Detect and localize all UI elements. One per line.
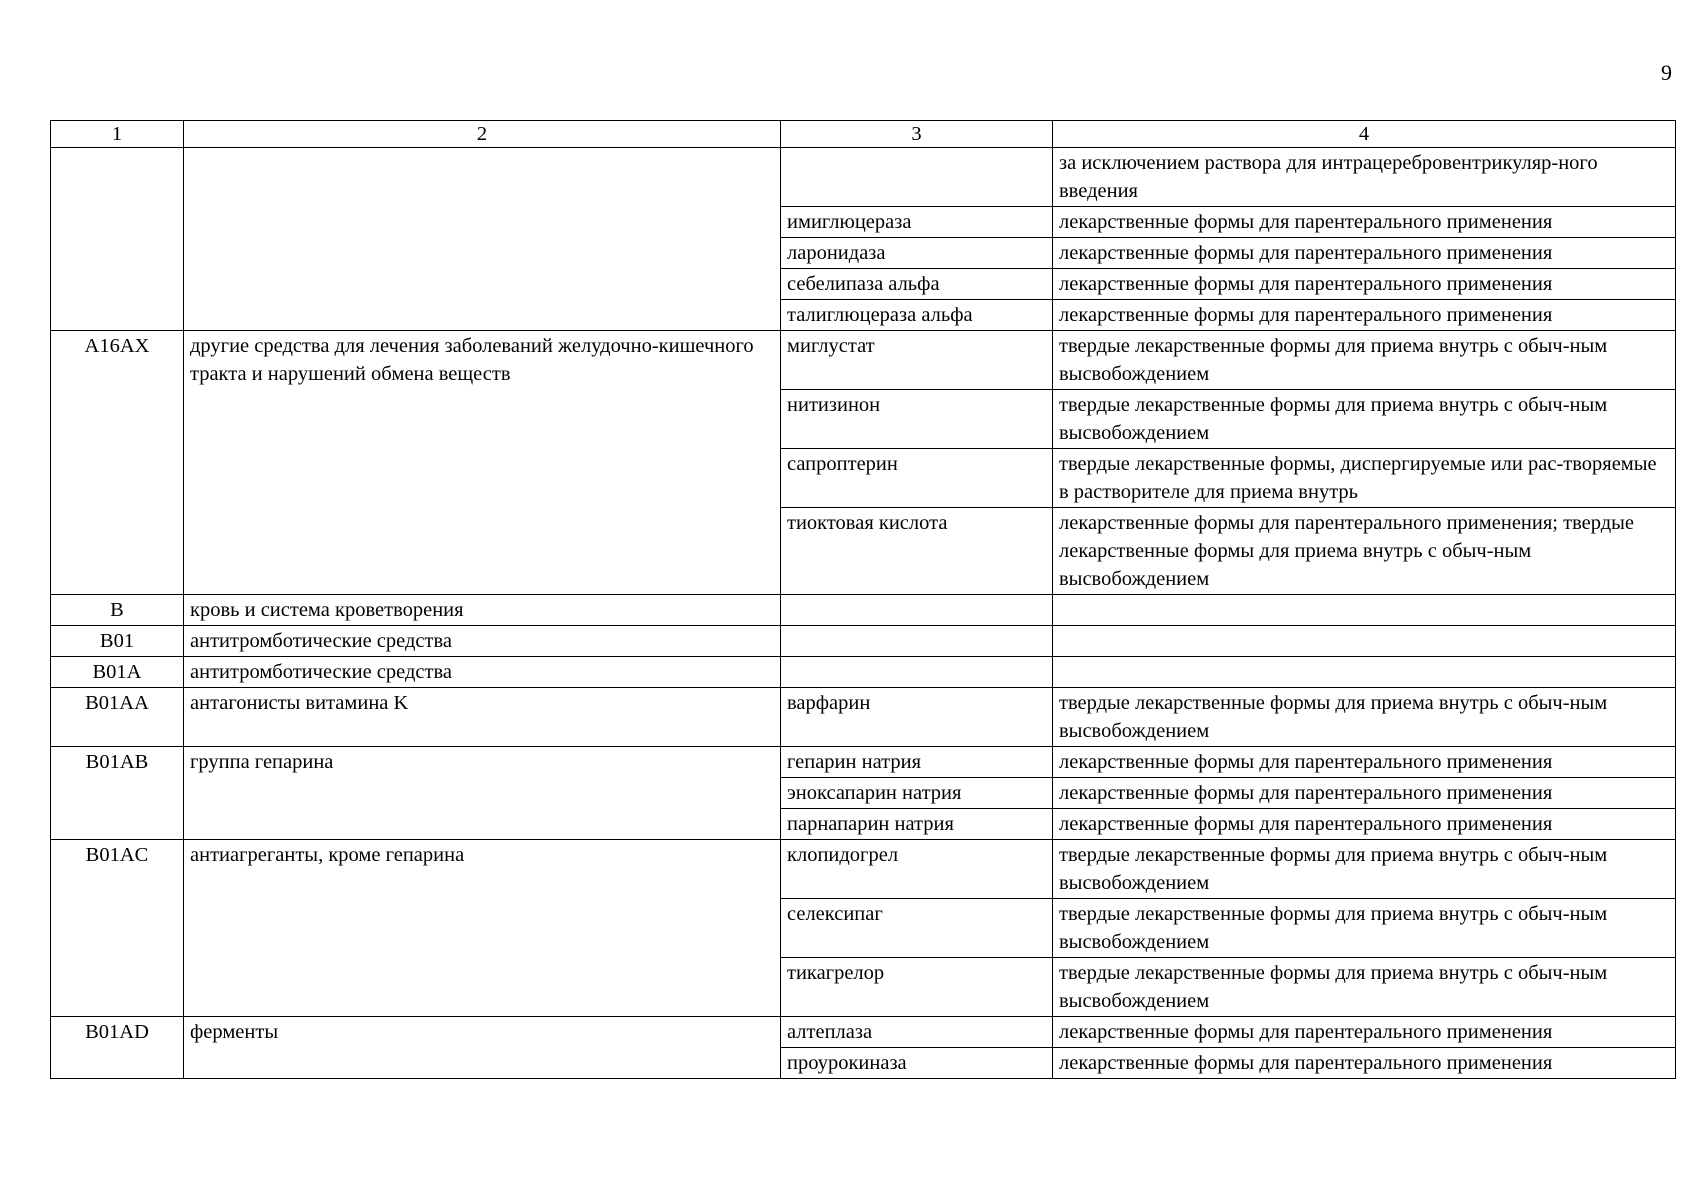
table-row <box>51 331 1676 390</box>
drug-cell: варфарин <box>781 688 1053 747</box>
header-row <box>51 121 1676 148</box>
form-cell <box>1053 595 1676 626</box>
group-cell: другие средства для лечения заболеваний желудочно-кишечного тракта и нарушений обмена веществ <box>184 331 781 595</box>
code-cell: B01AA <box>51 688 184 747</box>
form-cell: за исключением раствора для интрацеребровентрикуляр-ного введения <box>1053 148 1676 207</box>
form-cell: лекарственные формы для парентерального применения <box>1053 269 1676 300</box>
drug-cell: парнапарин натрия <box>781 809 1053 840</box>
drug-cell: клопидогрел <box>781 840 1053 899</box>
form-cell: лекарственные формы для парентерального применения <box>1053 809 1676 840</box>
table-row <box>51 840 1676 899</box>
group-cell: группа гепарина <box>184 747 781 840</box>
drug-cell: нитизинон <box>781 390 1053 449</box>
form-cell: твердые лекарственные формы для приема внутрь с обыч-ным высвобождением <box>1053 390 1676 449</box>
code-cell <box>51 148 184 331</box>
table-row <box>51 148 1676 207</box>
table-row <box>51 688 1676 747</box>
header-cell: 2 <box>184 121 781 148</box>
form-cell: твердые лекарственные формы для приема внутрь с обыч-ным высвобождением <box>1053 331 1676 390</box>
header-cell: 3 <box>781 121 1053 148</box>
code-cell: B <box>51 595 184 626</box>
drug-cell <box>781 626 1053 657</box>
drug-cell: сапроптерин <box>781 449 1053 508</box>
table-row <box>51 657 1676 688</box>
drug-cell: имиглюцераза <box>781 207 1053 238</box>
code-cell: B01AD <box>51 1017 184 1079</box>
form-cell: лекарственные формы для парентерального применения <box>1053 1048 1676 1079</box>
form-cell: твердые лекарственные формы для приема внутрь с обыч-ным высвобождением <box>1053 688 1676 747</box>
drug-cell: проурокиназа <box>781 1048 1053 1079</box>
form-cell: лекарственные формы для парентерального применения <box>1053 1017 1676 1048</box>
drug-cell: гепарин натрия <box>781 747 1053 778</box>
group-cell: антиагреганты, кроме гепарина <box>184 840 781 1017</box>
header-cell: 1 <box>51 121 184 148</box>
code-cell: A16AX <box>51 331 184 595</box>
table-row <box>51 626 1676 657</box>
form-cell: лекарственные формы для парентерального применения <box>1053 207 1676 238</box>
drug-cell: тикагрелор <box>781 958 1053 1017</box>
group-cell: антагонисты витамина K <box>184 688 781 747</box>
drug-cell <box>781 148 1053 207</box>
group-cell: кровь и система кроветворения <box>184 595 781 626</box>
code-cell: B01 <box>51 626 184 657</box>
form-cell: лекарственные формы для парентерального применения <box>1053 300 1676 331</box>
group-cell: антитромботические средства <box>184 626 781 657</box>
drug-table <box>50 120 1676 1079</box>
form-cell: лекарственные формы для парентерального применения <box>1053 778 1676 809</box>
drug-cell: себелипаза альфа <box>781 269 1053 300</box>
form-cell <box>1053 626 1676 657</box>
table-row <box>51 595 1676 626</box>
drug-cell: миглустат <box>781 331 1053 390</box>
form-cell <box>1053 657 1676 688</box>
form-cell: твердые лекарственные формы для приема внутрь с обыч-ным высвобождением <box>1053 958 1676 1017</box>
form-cell: твердые лекарственные формы для приема внутрь с обыч-ным высвобождением <box>1053 899 1676 958</box>
page-number: 9 <box>1661 60 1672 85</box>
drug-cell: тиоктовая кислота <box>781 508 1053 595</box>
drug-cell: ларонидаза <box>781 238 1053 269</box>
form-cell: лекарственные формы для парентерального применения; твердые лекарственные формы для приема внутрь с обыч-ным высвобождением <box>1053 508 1676 595</box>
table-row <box>51 747 1676 778</box>
drug-cell: алтеплаза <box>781 1017 1053 1048</box>
drug-cell: эноксапарин натрия <box>781 778 1053 809</box>
group-cell: ферменты <box>184 1017 781 1079</box>
form-cell: лекарственные формы для парентерального применения <box>1053 747 1676 778</box>
code-cell: B01AC <box>51 840 184 1017</box>
drug-cell <box>781 657 1053 688</box>
header-cell: 4 <box>1053 121 1676 148</box>
form-cell: твердые лекарственные формы для приема внутрь с обыч-ным высвобождением <box>1053 840 1676 899</box>
form-cell: твердые лекарственные формы, диспергируемые или рас-творяемые в растворителе для приема внутрь <box>1053 449 1676 508</box>
drug-cell: талиглюцераза альфа <box>781 300 1053 331</box>
group-cell: антитромботические средства <box>184 657 781 688</box>
drug-cell: селексипаг <box>781 899 1053 958</box>
table-row <box>51 1017 1676 1048</box>
form-cell: лекарственные формы для парентерального применения <box>1053 238 1676 269</box>
code-cell: B01A <box>51 657 184 688</box>
drug-cell <box>781 595 1053 626</box>
group-cell <box>184 148 781 331</box>
code-cell: B01AB <box>51 747 184 840</box>
